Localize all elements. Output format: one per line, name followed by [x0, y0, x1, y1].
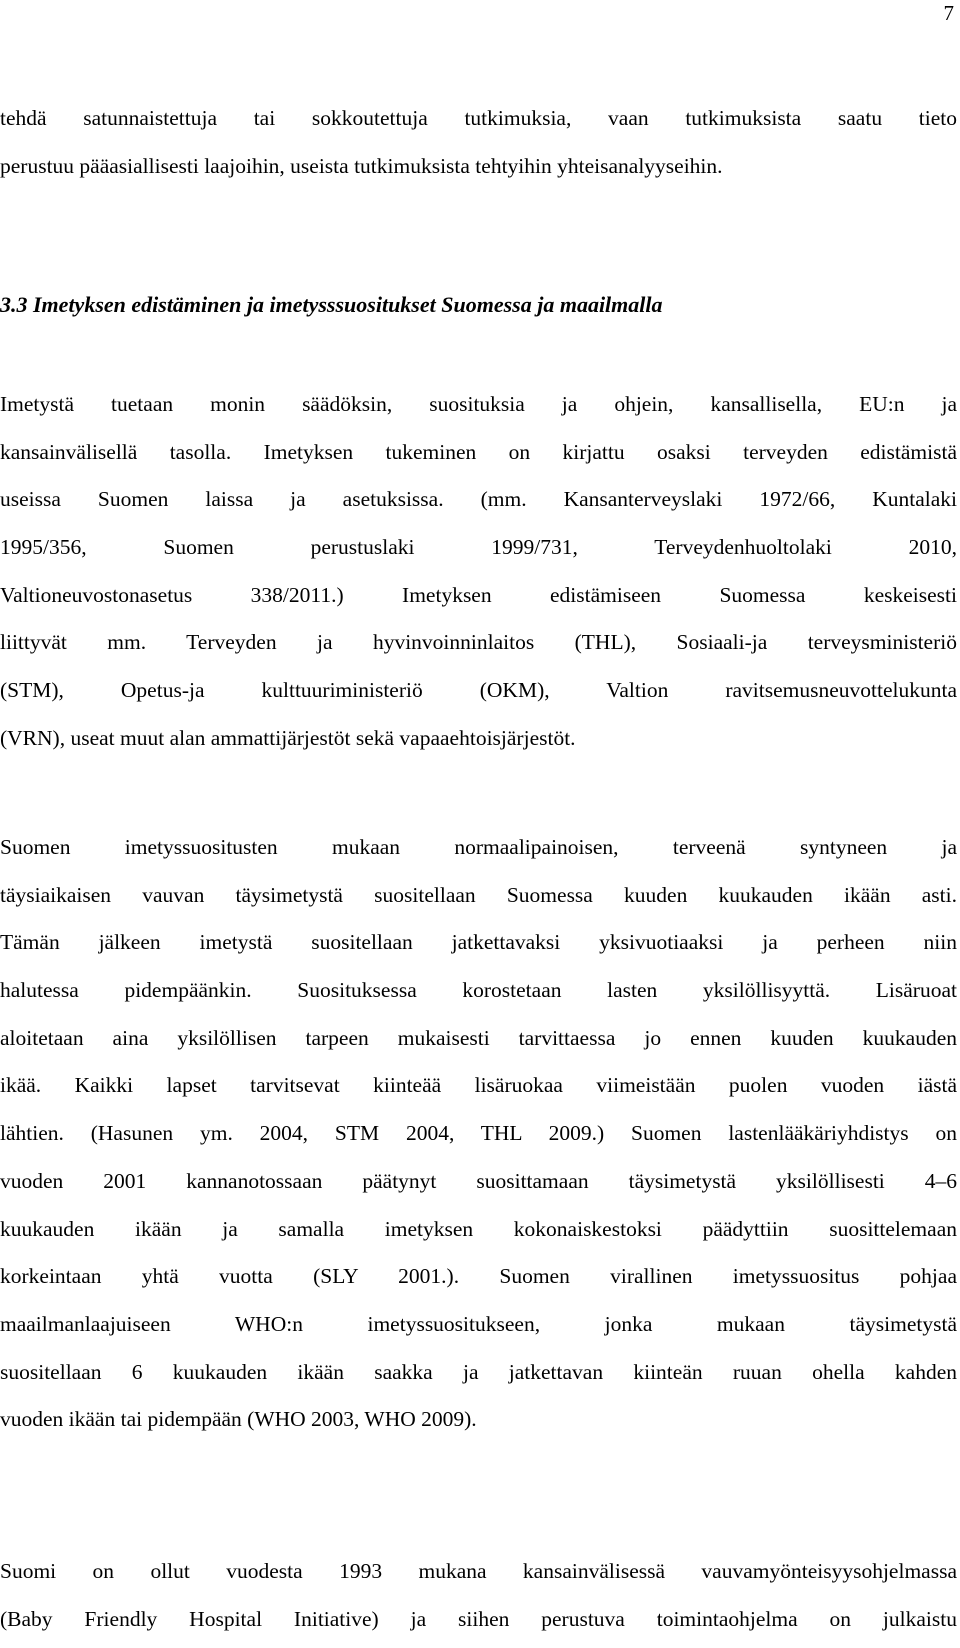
paragraph-line: maailmanlaajuiseen WHO:n imetyssuositukseen, jonka mukaan täysimetystä — [0, 1311, 957, 1336]
section-heading: 3.3 Imetyksen edistäminen ja imetysssuositukset Suomessa ja maailmalla — [0, 292, 663, 317]
paragraph-intro — [0, 95, 957, 190]
paragraph-line: Suomen imetyssuositusten mukaan normaalipainoisen, terveenä syntyneen ja — [0, 835, 957, 859]
paragraph-line: ikää. Kaikki lapset tarvitsevat kiinteää lisäruokaa viimeistään puolen vuoden iästä — [0, 1073, 957, 1098]
paragraph-line: Suomi on ollut vuodesta 1993 mukana kansainvälisessä vauvamyönteisyysohjelmassa — [0, 1559, 957, 1583]
paragraph-recommendations — [0, 824, 957, 1444]
paragraph-line: vuoden ikään tai pidempään (WHO 2003, WHO 2009). — [0, 1407, 477, 1432]
paragraph-line: Tämän jälkeen imetystä suositellaan jatkettavaksi yksivuotiaaksi ja perheen niin — [0, 930, 957, 955]
paragraph-baby-friendly — [0, 1548, 957, 1643]
paragraph-line: 1995/356, Suomen perustuslaki 1999/731, Terveydenhuoltolaki 2010, — [0, 535, 957, 560]
page-number: 7 — [943, 1, 954, 25]
paragraph-line: tehdä satunnaistettuja tai sokkoutettuja tutkimuksia, vaan tutkimuksista saatu tieto — [0, 106, 957, 130]
paragraph-line: aloitetaan aina yksilöllisen tarpeen mukaisesti tarvittaessa jo ennen kuuden kuukauden — [0, 1025, 957, 1050]
paragraph-line: korkeintaan yhtä vuotta (SLY 2001.). Suomen virallinen imetyssuositus pohjaa — [0, 1264, 957, 1289]
paragraph-line: (STM), Opetus-ja kulttuuriministeriö (OKM), Valtion ravitsemusneuvottelukunta — [0, 678, 957, 703]
paragraph-line: suositellaan 6 kuukauden ikään saakka ja jatkettavan kiinteän ruuan ohella kahden — [0, 1359, 957, 1384]
paragraph-line: Imetystä tuetaan monin säädöksin, suosituksia ja ohjein, kansallisella, EU:n ja — [0, 392, 957, 416]
paragraph-line: liittyvät mm. Terveyden ja hyvinvoinninlaitos (THL), Sosiaali-ja terveysministeriö — [0, 630, 957, 655]
paragraph-line: Valtioneuvostonasetus 338/2011.) Imetyksen edistämiseen Suomessa keskeisesti — [0, 582, 957, 607]
paragraph-line: (Baby Friendly Hospital Initiative) ja siihen perustuva toimintaohjelma on julkaistu — [0, 1606, 957, 1631]
paragraph-line: vuoden 2001 kannanotossaan päätynyt suosittamaan täysimetystä yksilöllisesti 4–6 — [0, 1168, 957, 1193]
paragraph-line: useissa Suomen laissa ja asetuksissa. (mm. Kansanterveyslaki 1972/66, Kuntalaki — [0, 487, 957, 512]
paragraph-line: lähtien. (Hasunen ym. 2004, STM 2004, THL 2009.) Suomen lastenlääkäriyhdistys on — [0, 1121, 957, 1146]
paragraph-line: kuukauden ikään ja samalla imetyksen kokonaiskestoksi päädyttiin suosittelemaan — [0, 1216, 957, 1241]
paragraph-line: perustuu pääasiallisesti laajoihin, useista tutkimuksista tehtyihin yhteisanalyyseihin. — [0, 153, 723, 178]
paragraph-line: täysiaikaisen vauvan täysimetystä suositellaan Suomessa kuuden kuukauden ikään asti. — [0, 882, 957, 907]
paragraph-legislation — [0, 381, 957, 763]
paragraph-line: kansainvälisellä tasolla. Imetyksen tukeminen on kirjattu osaksi terveyden edistämistä — [0, 439, 957, 464]
paragraph-line: halutessa pidempäänkin. Suosituksessa korostetaan lasten yksilöllisyyttä. Lisäruoat — [0, 978, 957, 1003]
paragraph-line: (VRN), useat muut alan ammattijärjestöt sekä vapaaehtoisjärjestöt. — [0, 725, 576, 750]
